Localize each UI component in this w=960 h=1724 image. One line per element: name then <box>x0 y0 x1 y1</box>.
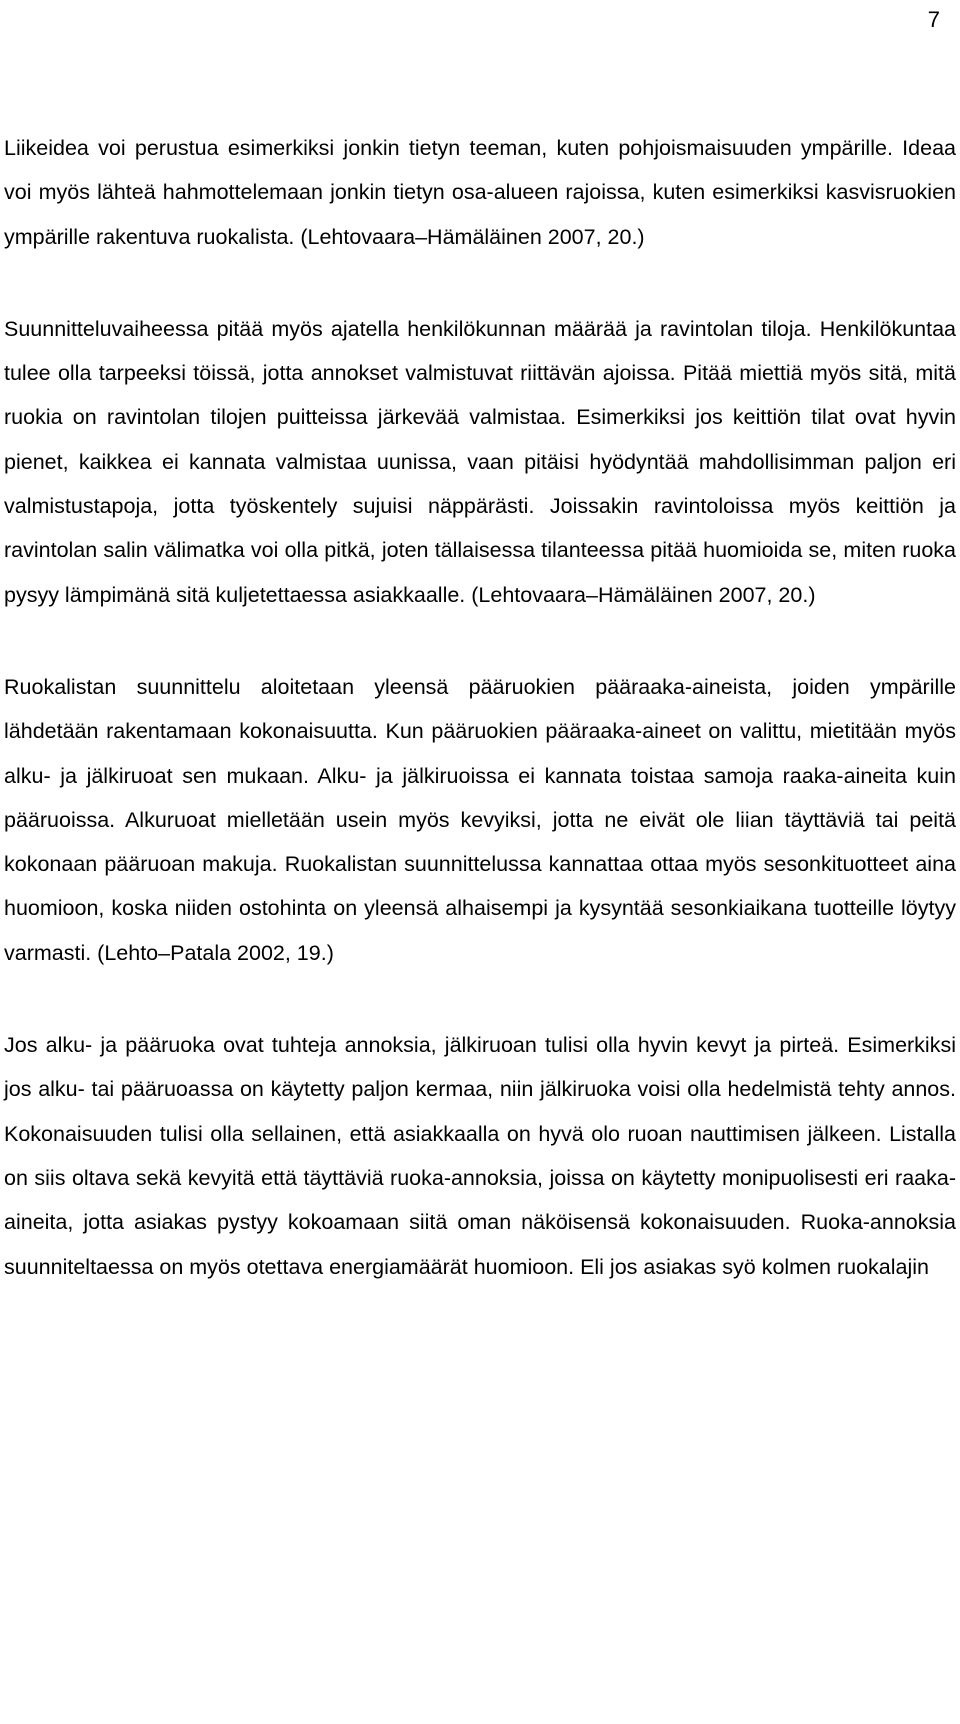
document-body <box>4 126 956 1289</box>
paragraph-business-idea: Liikeidea voi perustua esimerkiksi jonkin tietyn teeman, kuten pohjoismaisuuden ympärille. Ideaa voi myös lähteä hahmottelemaan jonkin tietyn osa-alueen rajoissa, kuten esimerkiksi kasvisruokien ympärille rakentuva ruokalista. (Lehtovaara–Hämäläinen 2007, 20.) <box>4 136 956 249</box>
paragraph-planning-staff-premises: Suunnitteluvaiheessa pitää myös ajatella henkilökunnan määrää ja ravintolan tiloja. Henkilökuntaa tulee olla tarpeeksi töissä, jotta annokset valmistuvat riittävän ajoissa. Pitää miettiä myös sitä, mitä ruokia on ravintolan tilojen puitteissa järkevää valmistaa. Esimerkiksi jos keittiön tilat ovat hyvin pienet, kaikkea ei kannata valmistaa uunissa, vaan pitäisi hyödyntää mahdollisimman paljon eri valmistustapoja, jotta työskentely sujuisi näppärästi. Joissakin ravintoloissa myös keittiön ja ravintolan salin välimatka voi olla pitkä, joten tällaisessa tilanteessa pitää huomioida se, miten ruoka pysyy lämpimänä sitä kuljetettaessa asiakkaalle. (Lehtovaara–Hämäläinen 2007, 20.) <box>4 316 956 607</box>
paragraph-menu-balance: Jos alku- ja pääruoka ovat tuhteja annoksia, jälkiruoan tulisi olla hyvin kevyt ja pirteä. Esimerkiksi jos alku- tai pääruoassa on käytetty paljon kermaa, niin jälkiruoka voisi olla hedelmistä tehty annos. Kokonaisuuden tulisi olla sellainen, että asiakkaalla on hyvä olo ruoan nauttimisen jälkeen. Listalla on siis oltava sekä kevyitä että täyttäviä ruoka-annoksia, joissa on käytetty monipuolisesti eri raaka-aineita, jotta asiakas pystyy kokoamaan siitä oman näköisensä kokonaisuuden. Ruoka-annoksia suunniteltaessa on myös otettava energiamäärät huomioon. Eli jos asiakas syö kolmen ruokalajin <box>4 1033 956 1279</box>
paragraph-menu-planning-main-ingredients: Ruokalistan suunnittelu aloitetaan yleensä pääruokien pääraaka-aineista, joiden ympärille lähdetään rakentamaan kokonaisuutta. Kun pääruokien pääraaka-aineet on valittu, mietitään myös alku- ja jälkiruoat sen mukaan. Alku- ja jälkiruoissa ei kannata toistaa samoja raaka-aineita kuin pääruoissa. Alkuruoat mielletään usein myös kevyiksi, jotta ne eivät ole liian täyttäviä tai peitä kokonaan pääruoan makuja. Ruokalistan suunnittelussa kannattaa ottaa myös sesonkituotteet aina huomioon, koska niiden ostohinta on yleensä alhaisempi ja kysyntää sesonkiaikana tuotteille löytyy varmasti. (Lehto–Patala 2002, 19.) <box>4 674 956 965</box>
page-number: 7 <box>927 7 940 32</box>
